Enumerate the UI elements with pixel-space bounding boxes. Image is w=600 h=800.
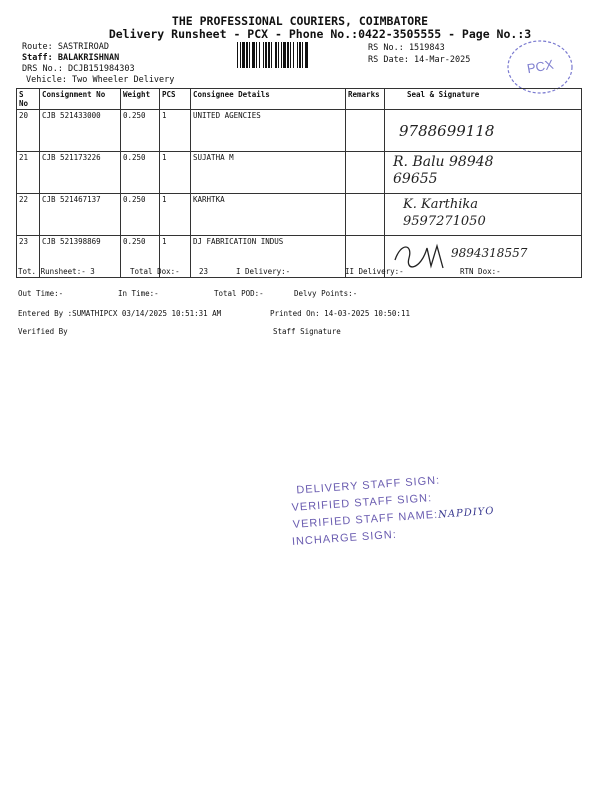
row-pcs: 1 xyxy=(160,152,191,194)
staff-signature-label: Staff Signature xyxy=(273,327,341,336)
stamp-line-verified-staff-sign: VERIFIED STAFF SIGN: xyxy=(291,492,433,514)
table-row xyxy=(17,110,582,152)
table-row xyxy=(17,152,582,194)
pcx-stamp-text: PCX xyxy=(525,56,555,77)
delivery-points-label: Delvy Points:- xyxy=(294,289,358,298)
row-remarks xyxy=(346,152,385,194)
drs-label: DRS No.: DCJB151984303 xyxy=(22,64,135,74)
signature-handwriting: K. Karthika 9597271050 xyxy=(403,197,486,229)
stamp-line-verified-staff-name-value: NAPDIYO xyxy=(437,505,495,521)
row-weight: 0.250 xyxy=(121,236,160,278)
row-sno: 20 xyxy=(17,110,40,152)
col-remarks: Remarks xyxy=(346,89,385,110)
row-consignment: CJB 521433000 xyxy=(40,110,121,152)
runsheet-subtitle: Delivery Runsheet - PCX - Phone No.:0422-3505555 - Page No.:3 xyxy=(108,27,532,41)
col-signature: Seal & Signature xyxy=(385,89,582,110)
row-consignment: CJB 521398869 xyxy=(40,236,121,278)
in-time-label: In Time:- xyxy=(118,289,159,298)
row-pcs: 1 xyxy=(160,110,191,152)
signature-handwriting: 9788699118 xyxy=(399,122,495,140)
row-pcs: 1 xyxy=(160,194,191,236)
runsheet-table xyxy=(16,88,582,278)
row-pcs: 1 xyxy=(160,236,191,278)
row-consignment: CJB 521467137 xyxy=(40,194,121,236)
route-label: Route: SASTRIROAD xyxy=(22,42,109,52)
row-consignee: KARHTKA xyxy=(191,194,346,236)
row-consignee: SUJATHA M xyxy=(191,152,346,194)
verified-by-label: Verified By xyxy=(18,327,68,336)
ii-delivery-label: II Delivery:- xyxy=(345,267,404,276)
col-pcs: PCS xyxy=(160,89,191,110)
row-signature xyxy=(385,152,582,194)
col-consignment: Consignment No xyxy=(40,89,121,110)
row-sno: 21 xyxy=(17,152,40,194)
total-pod-label: Total POD:- xyxy=(214,289,264,298)
col-weight: Weight xyxy=(121,89,160,110)
row-weight: 0.250 xyxy=(121,110,160,152)
col-sno: S No xyxy=(17,89,40,110)
row-consignee: DJ FABRICATION INDUS xyxy=(191,236,346,278)
row-consignment: CJB 521173226 xyxy=(40,152,121,194)
company-title: THE PROFESSIONAL COURIERS, COIMBATORE xyxy=(171,14,429,28)
row-consignee: UNITED AGENCIES xyxy=(191,110,346,152)
row-remarks xyxy=(346,110,385,152)
barcode-bar xyxy=(308,42,309,68)
stamp-line-incharge-sign: INCHARGE SIGN: xyxy=(291,528,398,548)
table-header-row xyxy=(17,89,582,110)
rs-date-label: RS Date: 14-Mar-2025 xyxy=(368,55,471,65)
row-signature xyxy=(385,194,582,236)
stamp-line-verified-staff-name-label: VERIFIED STAFF NAME: xyxy=(292,508,439,531)
printed-on: Printed On: 14-03-2025 10:50:11 xyxy=(270,309,410,318)
total-dox-value: 23 xyxy=(199,267,209,276)
table-row xyxy=(17,194,582,236)
out-time-label: Out Time:- xyxy=(18,289,64,298)
col-consignee: Consignee Details xyxy=(191,89,346,110)
vehicle-label: Vehicle: Two Wheeler Delivery xyxy=(26,75,175,85)
rs-no-label: RS No.: 1519843 xyxy=(368,43,445,53)
entered-by: Entered By :SUMATHIPCX 03/14/2025 10:51:31 AM xyxy=(18,309,222,318)
total-dox-label: Total Dox:- xyxy=(130,267,180,276)
signature-handwriting: 9894318557 xyxy=(451,246,528,260)
staff-label: Staff: BALAKRISHNAN xyxy=(22,53,120,63)
signature-handwriting: R. Balu 98948 69655 xyxy=(393,154,494,187)
barcode-graphic xyxy=(237,42,363,68)
i-delivery-label: I Delivery:- xyxy=(236,267,291,276)
row-sno: 23 xyxy=(17,236,40,278)
row-signature xyxy=(385,110,582,152)
rtn-dox-label: RTN Dox:- xyxy=(460,267,501,276)
stamp-line-delivery-staff-sign: DELIVERY STAFF SIGN: xyxy=(295,474,441,497)
row-remarks xyxy=(346,194,385,236)
row-weight: 0.250 xyxy=(121,152,160,194)
row-weight: 0.250 xyxy=(121,194,160,236)
row-sno: 22 xyxy=(17,194,40,236)
tot-runsheet: Tot. Runsheet:- 3 xyxy=(18,267,95,276)
delivery-stamp xyxy=(290,471,496,548)
